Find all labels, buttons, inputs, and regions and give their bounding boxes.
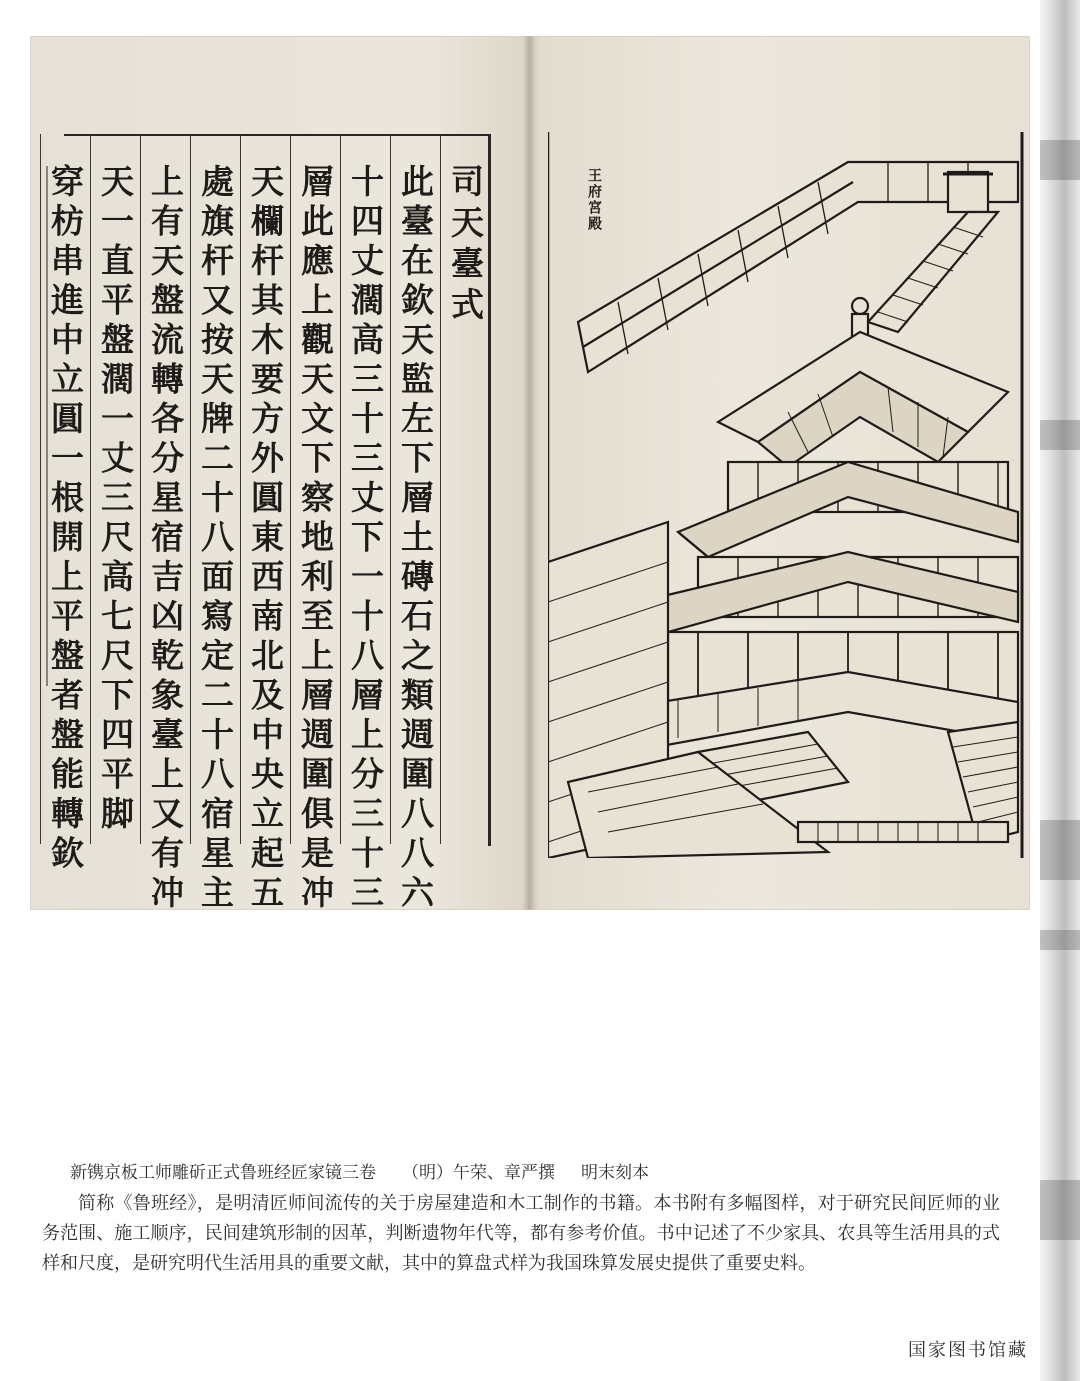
book-fold (522, 36, 536, 910)
text-column-8 (90, 134, 138, 844)
text-column-3-text: 十四丈濶高三十三丈下一十八層上分三十三 (346, 164, 385, 915)
illustration-page (548, 132, 1026, 858)
text-column-7-text: 上有天盤流轉各分星宿吉凶乾象臺上又有冲 (146, 164, 185, 915)
text-column-1 (440, 134, 488, 844)
text-column-7 (140, 134, 188, 915)
text-column-4-text: 層此應上觀天文下察地利至上層週圍俱是冲 (296, 164, 335, 915)
text-page (46, 134, 488, 915)
text-column-1-text: 司天臺式 (446, 164, 485, 328)
text-column-9-text: 穿枋串進中立圓一根開上平盤者盤能轉欽 (46, 164, 85, 875)
text-column-2 (390, 134, 438, 915)
text-column-2-text: 此臺在欽天監左下層土磚石之類週圍八八六 (396, 164, 435, 915)
text-column-6 (190, 134, 238, 915)
text-column-4 (290, 134, 338, 915)
text-column-8-text: 天一直平盤濶一丈三尺高七尺下四平脚 (96, 164, 135, 836)
caption-title-line (70, 1158, 1030, 1183)
palace-illustration (548, 132, 1026, 858)
caption-edition: 明末刻本 (581, 1163, 649, 1183)
caption-body: 简称《鲁班经》，是明清匠师间流传的关于房屋建造和木工制作的书籍。本书附有多幅图样，对于研究民间匠师的业务范围、施工顺序，民间建筑形制的因革，判断遗物年代等，都有参考价值。书中记述了不少家具、农具等生活用具的式样和尺度，是研究明代生活用具的重要文献，其中的算盘式样为我国珠算发展史提供了重要史料。 (42, 1193, 1000, 1274)
illustration-label: 王府宮殿 (586, 168, 602, 232)
caption-title: 新镌京板工师雕斫正式鲁班经匠家镜三卷 (70, 1163, 376, 1183)
book-spread-scan (30, 36, 1030, 915)
text-column-9 (40, 134, 88, 875)
text-column-5-text: 天欄杆其木要方外圓東西南北及中央立起五 (246, 164, 285, 915)
caption-block (42, 1158, 1030, 1279)
next-page-edge (1040, 0, 1080, 1381)
caption-authors: （明）午荣、章严撰 (402, 1163, 555, 1183)
text-column-3 (340, 134, 388, 915)
text-column-6-text: 處旗杆又按天牌二十八面寫定二十八宿星主 (196, 164, 235, 915)
collection-credit: 国家图书馆藏 (908, 1340, 1028, 1361)
text-column-5 (240, 134, 288, 915)
